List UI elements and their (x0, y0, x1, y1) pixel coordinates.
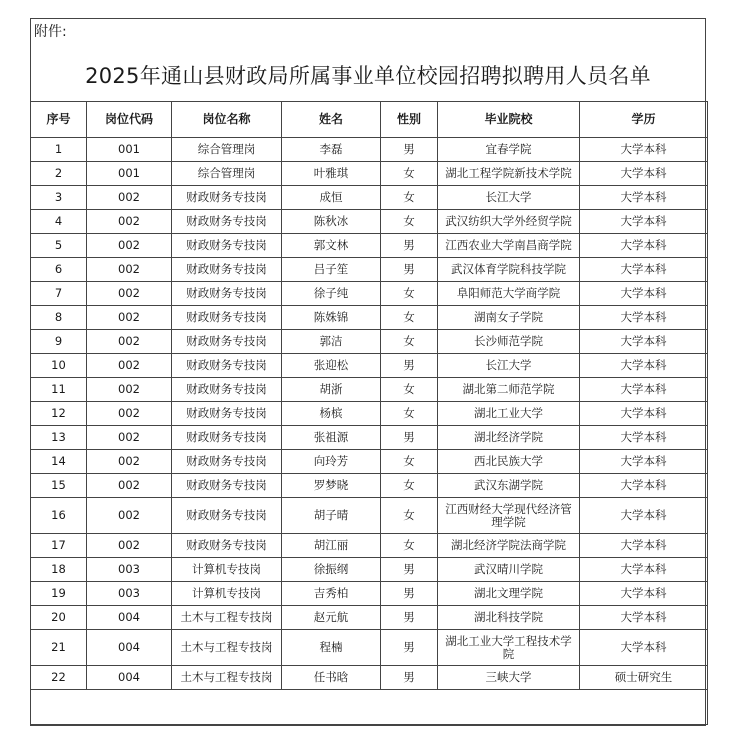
cell-name: 成恒 (282, 186, 381, 210)
cell-index: 2 (31, 162, 87, 186)
cell-post-name: 财政财务专技岗 (172, 474, 282, 498)
cell-gender: 男 (381, 666, 438, 690)
cell-degree: 大学本科 (580, 474, 708, 498)
cell-post-code: 001 (87, 162, 172, 186)
cell-gender: 男 (381, 234, 438, 258)
cell-school: 湖北经济学院 (438, 426, 580, 450)
cell-degree: 大学本科 (580, 210, 708, 234)
empty-cell (31, 690, 708, 725)
cell-gender: 女 (381, 186, 438, 210)
cell-degree: 大学本科 (580, 558, 708, 582)
cell-degree: 硕士研究生 (580, 666, 708, 690)
cell-post-code: 002 (87, 258, 172, 282)
cell-post-code: 002 (87, 534, 172, 558)
table-row (31, 282, 708, 306)
cell-school: 湖北工业大学工程技术学院 (438, 630, 580, 666)
cell-school: 武汉晴川学院 (438, 558, 580, 582)
table-row (31, 450, 708, 474)
cell-name: 胡浙 (282, 378, 381, 402)
cell-degree: 大学本科 (580, 138, 708, 162)
cell-post-name: 财政财务专技岗 (172, 378, 282, 402)
table-row (31, 534, 708, 558)
cell-post-code: 002 (87, 426, 172, 450)
header-degree: 学历 (580, 102, 708, 138)
cell-school: 长江大学 (438, 186, 580, 210)
cell-school: 湖北经济学院法商学院 (438, 534, 580, 558)
cell-post-name: 财政财务专技岗 (172, 534, 282, 558)
cell-name: 徐振纲 (282, 558, 381, 582)
cell-index: 11 (31, 378, 87, 402)
cell-post-name: 财政财务专技岗 (172, 282, 282, 306)
cell-index: 22 (31, 666, 87, 690)
cell-name: 吕子笙 (282, 258, 381, 282)
cell-index: 16 (31, 498, 87, 534)
table-row (31, 162, 708, 186)
table-row (31, 558, 708, 582)
cell-index: 1 (31, 138, 87, 162)
cell-degree: 大学本科 (580, 450, 708, 474)
cell-name: 陈姝锦 (282, 306, 381, 330)
cell-gender: 男 (381, 582, 438, 606)
cell-gender: 男 (381, 258, 438, 282)
cell-index: 15 (31, 474, 87, 498)
cell-name: 程楠 (282, 630, 381, 666)
cell-index: 13 (31, 426, 87, 450)
cell-school: 长沙师范学院 (438, 330, 580, 354)
cell-post-name: 计算机专技岗 (172, 558, 282, 582)
cell-degree: 大学本科 (580, 582, 708, 606)
cell-post-name: 土木与工程专技岗 (172, 630, 282, 666)
cell-post-name: 财政财务专技岗 (172, 426, 282, 450)
cell-post-code: 001 (87, 138, 172, 162)
cell-post-code: 002 (87, 210, 172, 234)
cell-post-name: 财政财务专技岗 (172, 234, 282, 258)
cell-gender: 男 (381, 354, 438, 378)
cell-post-code: 004 (87, 666, 172, 690)
cell-name: 任书晗 (282, 666, 381, 690)
table-row (31, 330, 708, 354)
cell-post-name: 财政财务专技岗 (172, 354, 282, 378)
cell-index: 5 (31, 234, 87, 258)
hiring-table (30, 101, 708, 725)
cell-gender: 男 (381, 558, 438, 582)
cell-school: 阜阳师范大学商学院 (438, 282, 580, 306)
cell-post-code: 002 (87, 354, 172, 378)
cell-degree: 大学本科 (580, 378, 708, 402)
header-post-code: 岗位代码 (87, 102, 172, 138)
cell-name: 李磊 (282, 138, 381, 162)
header-post-name: 岗位名称 (172, 102, 282, 138)
cell-post-code: 002 (87, 282, 172, 306)
cell-post-name: 财政财务专技岗 (172, 258, 282, 282)
cell-post-name: 综合管理岗 (172, 138, 282, 162)
cell-index: 9 (31, 330, 87, 354)
table-row (31, 378, 708, 402)
cell-school: 湖北第二师范学院 (438, 378, 580, 402)
cell-school: 宜春学院 (438, 138, 580, 162)
cell-gender: 女 (381, 282, 438, 306)
cell-post-code: 003 (87, 582, 172, 606)
cell-name: 胡江丽 (282, 534, 381, 558)
cell-school: 武汉东湖学院 (438, 474, 580, 498)
table-row (31, 234, 708, 258)
cell-gender: 女 (381, 210, 438, 234)
cell-post-name: 财政财务专技岗 (172, 210, 282, 234)
cell-name: 徐子纯 (282, 282, 381, 306)
table-row (31, 306, 708, 330)
cell-gender: 女 (381, 306, 438, 330)
cell-post-name: 土木与工程专技岗 (172, 666, 282, 690)
table-row (31, 666, 708, 690)
cell-school: 江西财经大学现代经济管理学院 (438, 498, 580, 534)
table-row (31, 258, 708, 282)
cell-name: 张迎松 (282, 354, 381, 378)
cell-post-code: 002 (87, 330, 172, 354)
cell-index: 20 (31, 606, 87, 630)
cell-index: 21 (31, 630, 87, 666)
cell-gender: 男 (381, 630, 438, 666)
cell-gender: 女 (381, 474, 438, 498)
cell-gender: 男 (381, 138, 438, 162)
cell-degree: 大学本科 (580, 534, 708, 558)
cell-name: 吉秀柏 (282, 582, 381, 606)
cell-gender: 女 (381, 534, 438, 558)
cell-post-code: 002 (87, 474, 172, 498)
cell-index: 19 (31, 582, 87, 606)
cell-gender: 女 (381, 378, 438, 402)
cell-name: 杨槟 (282, 402, 381, 426)
cell-index: 10 (31, 354, 87, 378)
cell-index: 17 (31, 534, 87, 558)
cell-school: 武汉体育学院科技学院 (438, 258, 580, 282)
cell-index: 8 (31, 306, 87, 330)
table-row (31, 582, 708, 606)
cell-post-code: 002 (87, 498, 172, 534)
table-row (31, 426, 708, 450)
cell-post-code: 002 (87, 378, 172, 402)
cell-post-code: 004 (87, 630, 172, 666)
cell-degree: 大学本科 (580, 402, 708, 426)
cell-degree: 大学本科 (580, 162, 708, 186)
cell-degree: 大学本科 (580, 330, 708, 354)
cell-name: 罗梦晓 (282, 474, 381, 498)
cell-post-code: 002 (87, 234, 172, 258)
cell-degree: 大学本科 (580, 354, 708, 378)
cell-name: 胡子晴 (282, 498, 381, 534)
cell-degree: 大学本科 (580, 186, 708, 210)
header-name: 姓名 (282, 102, 381, 138)
header-school: 毕业院校 (438, 102, 580, 138)
cell-gender: 女 (381, 330, 438, 354)
cell-gender: 女 (381, 402, 438, 426)
cell-post-name: 财政财务专技岗 (172, 306, 282, 330)
table-row (31, 630, 708, 666)
table-row (31, 210, 708, 234)
cell-name: 叶雅琪 (282, 162, 381, 186)
cell-index: 12 (31, 402, 87, 426)
cell-post-code: 002 (87, 450, 172, 474)
cell-gender: 女 (381, 498, 438, 534)
cell-school: 湖北科技学院 (438, 606, 580, 630)
cell-post-name: 财政财务专技岗 (172, 450, 282, 474)
cell-post-name: 综合管理岗 (172, 162, 282, 186)
page-title: 2025年通山县财政局所属事业单位校园招聘拟聘用人员名单 (85, 64, 651, 88)
cell-school: 湖北文理学院 (438, 582, 580, 606)
cell-index: 4 (31, 210, 87, 234)
cell-degree: 大学本科 (580, 606, 708, 630)
cell-name: 赵元航 (282, 606, 381, 630)
cell-post-name: 土木与工程专技岗 (172, 606, 282, 630)
table-row (31, 186, 708, 210)
cell-post-name: 财政财务专技岗 (172, 186, 282, 210)
cell-post-code: 004 (87, 606, 172, 630)
cell-name: 张祖源 (282, 426, 381, 450)
cell-post-name: 财政财务专技岗 (172, 402, 282, 426)
document-sheet (30, 18, 706, 726)
table-row (31, 138, 708, 162)
cell-index: 7 (31, 282, 87, 306)
table-row (31, 354, 708, 378)
cell-degree: 大学本科 (580, 426, 708, 450)
cell-degree: 大学本科 (580, 498, 708, 534)
cell-school: 湖北工程学院新技术学院 (438, 162, 580, 186)
cell-name: 郭洁 (282, 330, 381, 354)
cell-school: 西北民族大学 (438, 450, 580, 474)
cell-school: 长江大学 (438, 354, 580, 378)
cell-index: 6 (31, 258, 87, 282)
cell-gender: 男 (381, 426, 438, 450)
cell-name: 陈秋冰 (282, 210, 381, 234)
attachment-label: 附件: (34, 24, 67, 40)
table-row (31, 402, 708, 426)
cell-school: 江西农业大学南昌商学院 (438, 234, 580, 258)
empty-table-row (31, 690, 708, 725)
header-index: 序号 (31, 102, 87, 138)
cell-index: 3 (31, 186, 87, 210)
cell-degree: 大学本科 (580, 234, 708, 258)
table-row (31, 474, 708, 498)
cell-degree: 大学本科 (580, 630, 708, 666)
table-row (31, 498, 708, 534)
cell-school: 三峡大学 (438, 666, 580, 690)
cell-post-code: 003 (87, 558, 172, 582)
cell-school: 湖南女子学院 (438, 306, 580, 330)
cell-index: 18 (31, 558, 87, 582)
cell-gender: 女 (381, 450, 438, 474)
table-header-row (31, 102, 708, 138)
header-gender: 性别 (381, 102, 438, 138)
cell-school: 湖北工业大学 (438, 402, 580, 426)
cell-degree: 大学本科 (580, 258, 708, 282)
cell-gender: 女 (381, 162, 438, 186)
cell-degree: 大学本科 (580, 282, 708, 306)
cell-post-name: 财政财务专技岗 (172, 498, 282, 534)
cell-name: 郭文林 (282, 234, 381, 258)
cell-index: 14 (31, 450, 87, 474)
cell-degree: 大学本科 (580, 306, 708, 330)
cell-post-name: 财政财务专技岗 (172, 330, 282, 354)
cell-name: 向玲芳 (282, 450, 381, 474)
cell-school: 武汉纺织大学外经贸学院 (438, 210, 580, 234)
cell-post-code: 002 (87, 402, 172, 426)
cell-post-code: 002 (87, 306, 172, 330)
cell-gender: 男 (381, 606, 438, 630)
cell-post-name: 计算机专技岗 (172, 582, 282, 606)
table-row (31, 606, 708, 630)
cell-post-code: 002 (87, 186, 172, 210)
